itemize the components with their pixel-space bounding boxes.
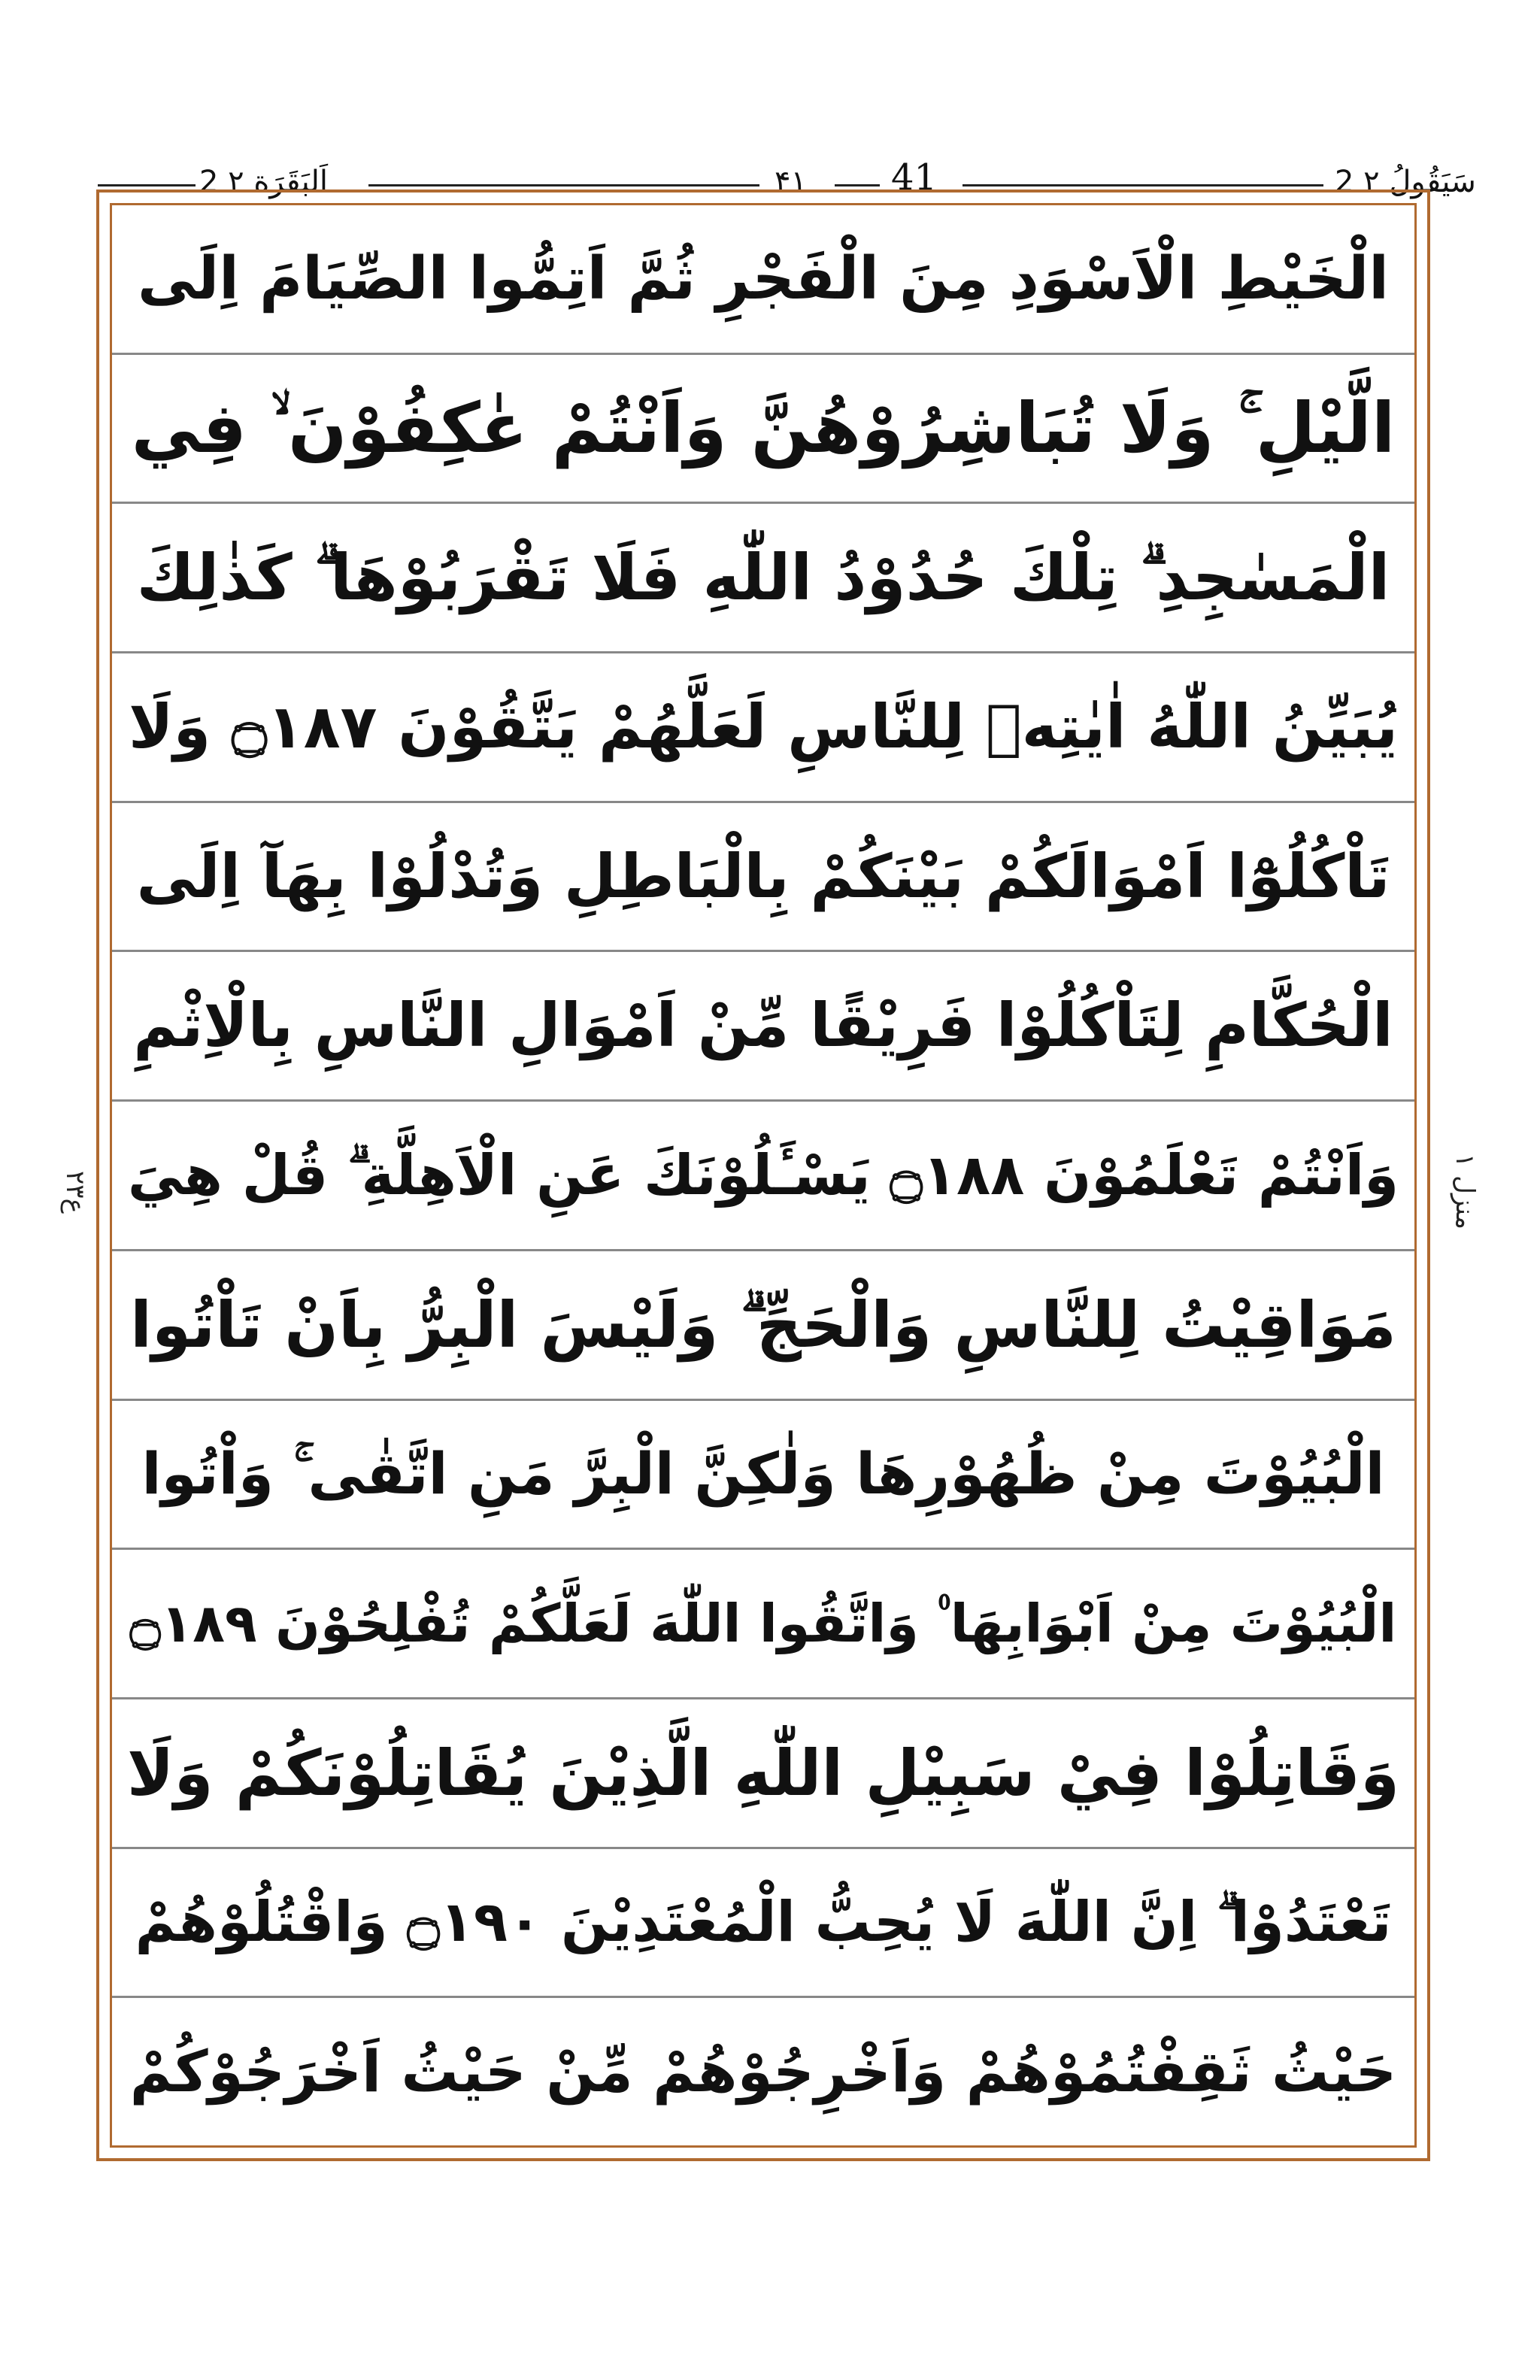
text-line — [112, 205, 1414, 355]
text-line — [112, 1998, 1414, 2145]
surah-name: 2 اَلبَقَرَة ۲ — [199, 165, 329, 199]
text-line — [112, 1699, 1414, 1849]
verse-text: الَّيْلِ ۚ وَلَا تُبَاشِرُوْهُنَّ وَاَنْتُمْ عٰكِفُوْنَ ۙ فِي — [131, 387, 1396, 468]
juz-name: 2 سَيَقُولُ ۲ — [1335, 165, 1476, 199]
header-rule — [98, 184, 196, 186]
text-line — [112, 1102, 1414, 1251]
header-rule — [368, 184, 759, 186]
text-line — [112, 355, 1414, 505]
text-line — [112, 653, 1414, 803]
text-line — [112, 952, 1414, 1102]
text-line — [112, 1849, 1414, 1999]
manzil-marker: منزل ۱ — [1450, 1154, 1480, 1230]
verse-text: وَقَاتِلُوْا فِيْ سَبِيْلِ اللّٰهِ الَّذِيْنَ يُقَاتِلُوْنَكُمْ وَلَا — [126, 1736, 1400, 1810]
verse-text: حَيْثُ ثَقِفْتُمُوْهُمْ وَاَخْرِجُوْهُمْ مِّنْ حَيْثُ اَخْرَجُوْكُمْ — [129, 2038, 1397, 2106]
verse-text: وَاَنْتُمْ تَعْلَمُوْنَ ۝۱۸۸ يَسْـَٔلُوْنَكَ عَنِ الْاَهِلَّةِ ۗ قُلْ هِيَ — [127, 1142, 1399, 1208]
verse-text: تَعْتَدُوْا ۗ اِنَّ اللّٰهَ لَا يُحِبُّ الْمُعْتَدِيْنَ ۝۱۹۰ وَاقْتُلُوْهُمْ — [135, 1890, 1392, 1955]
verse-text: تَاْكُلُوْٓا اَمْوَالَكُمْ بَيْنَكُمْ بِالْبَاطِلِ وَتُدْلُوْا بِهَآ اِلَى — [136, 841, 1390, 911]
text-line — [112, 1550, 1414, 1699]
text-line — [112, 504, 1414, 653]
verse-text: الْخَيْطِ الْاَسْوَدِ مِنَ الْفَجْرِ ثُمَّ اَتِمُّوا الصِّيَامَ اِلَى — [137, 244, 1390, 313]
verse-text: الْبُيُوْتَ مِنْ ظُهُوْرِهَا وَلٰكِنَّ الْبِرَّ مَنِ اتَّقٰى ۚ وَاْتُوا — [141, 1440, 1385, 1508]
quran-text-block — [112, 205, 1414, 2145]
verse-text: الْحُكَّامِ لِتَاْكُلُوْا فَرِيْقًا مِّنْ اَمْوَالِ النَّاسِ بِالْاِثْمِ — [133, 990, 1393, 1061]
header-rule — [962, 184, 1323, 186]
verse-text: الْبُيُوْتَ مِنْ اَبْوَابِهَا ۠ وَاتَّقُوا اللّٰهَ لَعَلَّكُمْ تُفْلِحُوْنَ ۝۱۸۹ — [129, 1593, 1397, 1655]
text-line — [112, 1251, 1414, 1401]
verse-text: يُبَيِّنُ اللّٰهُ اٰيٰتِهٖ لِلنَّاسِ لَعَلَّهُمْ يَتَّقُوْنَ ۝۱۸۷ وَلَا — [128, 691, 1399, 762]
text-line — [112, 1401, 1414, 1551]
ruku-marker: ع۲۳ — [60, 1170, 90, 1214]
page-number-arabic: ۴۱ — [775, 165, 807, 199]
verse-text: الْمَسٰجِدِ ۗ تِلْكَ حُدُوْدُ اللّٰهِ فَلَا تَقْرَبُوْهَا ۗ كَذٰلِكَ — [136, 541, 1390, 615]
verse-text: مَوَاقِيْتُ لِلنَّاسِ وَالْحَجِّ ۗ وَلَيْسَ الْبِرُّ بِاَنْ تَاْتُوا — [130, 1287, 1396, 1362]
header-rule — [835, 184, 880, 186]
text-line — [112, 803, 1414, 953]
page-number: 41 — [891, 156, 938, 199]
